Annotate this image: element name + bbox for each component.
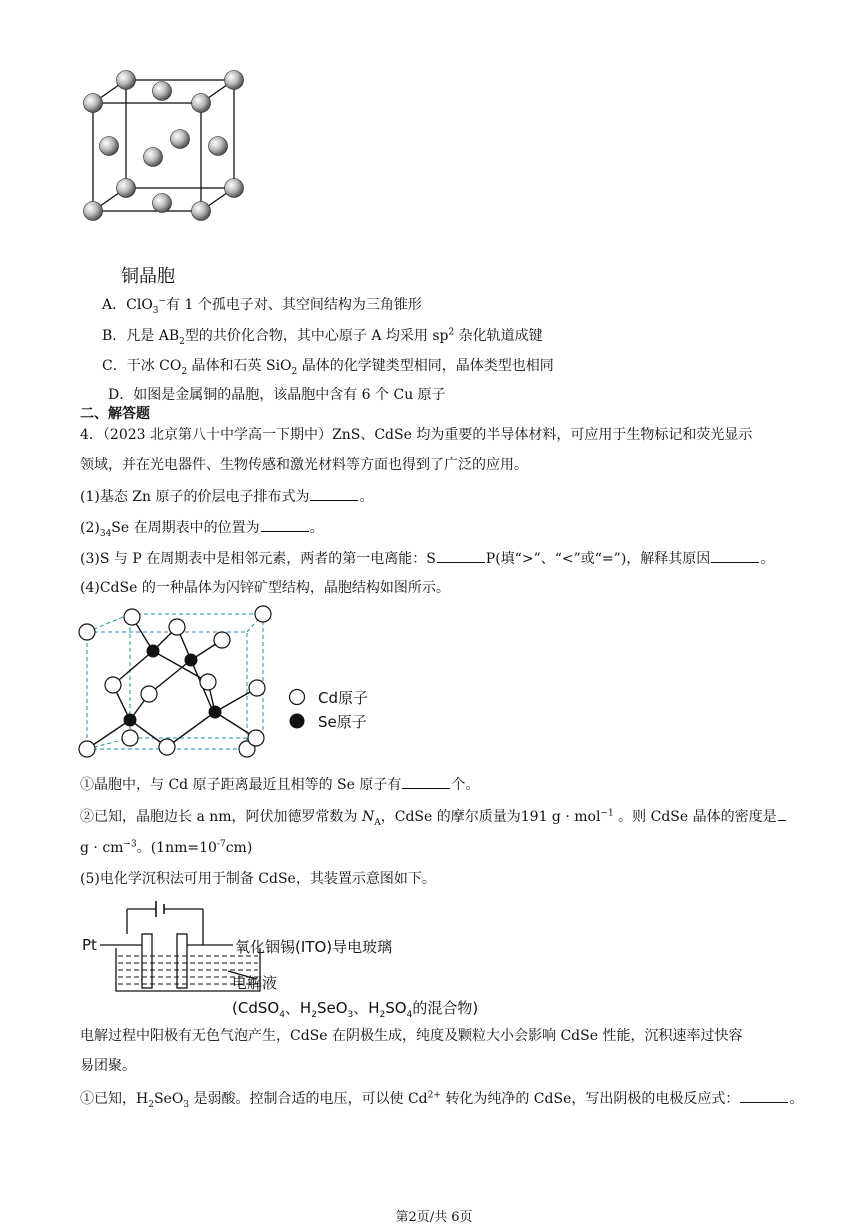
cd-atom xyxy=(214,632,230,648)
answer-blank[interactable] xyxy=(740,1088,788,1103)
label-pt: Pt xyxy=(82,936,97,954)
q4-part4-2-line2: $g \cdot cm^{-3}$。$(1nm=10^{-7}cm)$ xyxy=(80,839,253,856)
option-d: D．如图是金属铜的晶胞，该晶胞中含有 6 个 Cu 原子 xyxy=(108,387,446,403)
cd-atom xyxy=(159,739,175,755)
answer-blank[interactable] xyxy=(437,548,485,563)
section-title: 二、解答题 xyxy=(80,406,150,422)
q4-part2: $(2)_{34}Se$ 在周期表中的位置为 。 xyxy=(80,517,324,538)
cu-atom xyxy=(84,202,103,221)
cd-atom xyxy=(248,730,264,746)
q4-intro-line2: 领域，并在光电器件、生物传感和激光材料等方面也得到了广泛的应用。 xyxy=(80,457,528,473)
cd-atom xyxy=(105,677,121,693)
cd-atom xyxy=(79,624,95,640)
option-c: C．干冰 $CO_2$ 晶体和石英 SiO$_2$ 晶体的化学键类型相同，晶体类型也相同 xyxy=(102,358,554,377)
legend-cd-icon xyxy=(288,688,308,708)
cd-atom xyxy=(249,680,265,696)
option-b: B．凡是 $AB_2$型的共价化合物，其中心原子 A 均采用 $sp^2$ 杂化轨道成键 xyxy=(102,327,543,347)
q4-part5: (5)电化学沉积法可用于制备 CdSe，其装置示意图如下。 xyxy=(80,871,436,887)
answer-blank[interactable] xyxy=(310,486,358,501)
copper-unit-cell-figure xyxy=(0,0,868,260)
se-atom xyxy=(147,645,160,658)
q4-electrolysis-text1: 电解过程中阳极有无色气泡产生，CdSe 在阴极生成，纯度及颗粒大小会影响 CdSe 性能，沉积速率过快容 xyxy=(80,1028,743,1044)
cd-atom xyxy=(141,686,157,702)
legend-se-icon xyxy=(288,712,308,732)
answer-blank[interactable] xyxy=(778,806,786,821)
cd-atom xyxy=(255,606,271,622)
q4-part4-1: ①晶胞中，与 Cd 原子距离最近且相等的 Se 原子有 个。 xyxy=(80,774,479,795)
cu-atom xyxy=(144,148,163,167)
se-atom xyxy=(124,714,137,727)
page-footer: 第2页/共 6页 xyxy=(395,1210,473,1225)
q4-electrolysis-text2: 易团聚。 xyxy=(80,1058,136,1074)
q4-part1: (1)基态 Zn 原子的价层电子排布式为 。 xyxy=(80,486,373,507)
answer-blank[interactable] xyxy=(711,548,759,563)
legend-se-label: Se原子 xyxy=(318,713,367,731)
cu-atom xyxy=(171,130,190,149)
cd-atom xyxy=(122,730,138,746)
cu-atom xyxy=(117,179,136,198)
cu-atom xyxy=(225,179,244,198)
q4-part3: (3)S 与 P 在周期表中是相邻元素，两者的第一电离能：S P(填“>”、“<”或“=”)，解释其原因 。 xyxy=(80,548,774,569)
copper-cell-caption: 铜晶胞 xyxy=(121,266,175,287)
cu-atom xyxy=(192,202,211,221)
label-electrolyte: 电解液 xyxy=(232,974,278,992)
se-atom xyxy=(209,706,222,719)
cu-atom xyxy=(100,137,119,156)
cu-atom xyxy=(225,71,244,90)
cd-atom xyxy=(124,609,140,625)
cd-atom xyxy=(200,674,216,690)
q4-part4-2-line1: ②已知，晶胞边长 a nm，阿伏加德罗常数为 $N_A$，CdSe 的摩尔质量为191 g · mol$^{-1}$ 。则 CdSe 晶体的密度是 xyxy=(80,806,787,827)
answer-blank[interactable] xyxy=(261,517,309,532)
option-a: A．ClO$_3$−有 1 个孤电子对、其空间结构为三角锥形 xyxy=(102,296,422,316)
cd-atom xyxy=(79,741,95,757)
cd-atom xyxy=(169,619,185,635)
cdse-unit-cell-figure xyxy=(75,600,375,770)
q4-part4: (4)CdSe 的一种晶体为闪锌矿型结构，晶胞结构如图所示。 xyxy=(80,580,450,596)
answer-blank[interactable] xyxy=(402,774,450,789)
cu-atom xyxy=(209,137,228,156)
cu-atom xyxy=(153,194,172,213)
cu-atom xyxy=(192,94,211,113)
legend-cd-label: Cd原子 xyxy=(318,689,368,707)
q4-part5-1: ①已知，$H_2SeO_3$ 是弱酸。控制合适的电压，可以使 $Cd^{2+}$ 转化为纯净的 CdSe，写出阴极的电极反应式： 。 xyxy=(80,1088,803,1109)
label-electrolyte-mixture: (CdSO$_4$、$H_2SeO_3$、$H_2SO_4$的混合物) xyxy=(232,999,479,1020)
cu-atom xyxy=(117,71,136,90)
q4-intro-line1: 4．（2023 北京第八十中学高一下期中）ZnS、CdSe 均为重要的半导体材料，可应用于生物标记和荧光显示 xyxy=(80,427,753,443)
label-ito-glass: 氧化铟锡(ITO)导电玻璃 xyxy=(235,938,393,956)
cu-atom xyxy=(84,94,103,113)
cu-atom xyxy=(153,82,172,101)
se-atom xyxy=(185,654,198,667)
